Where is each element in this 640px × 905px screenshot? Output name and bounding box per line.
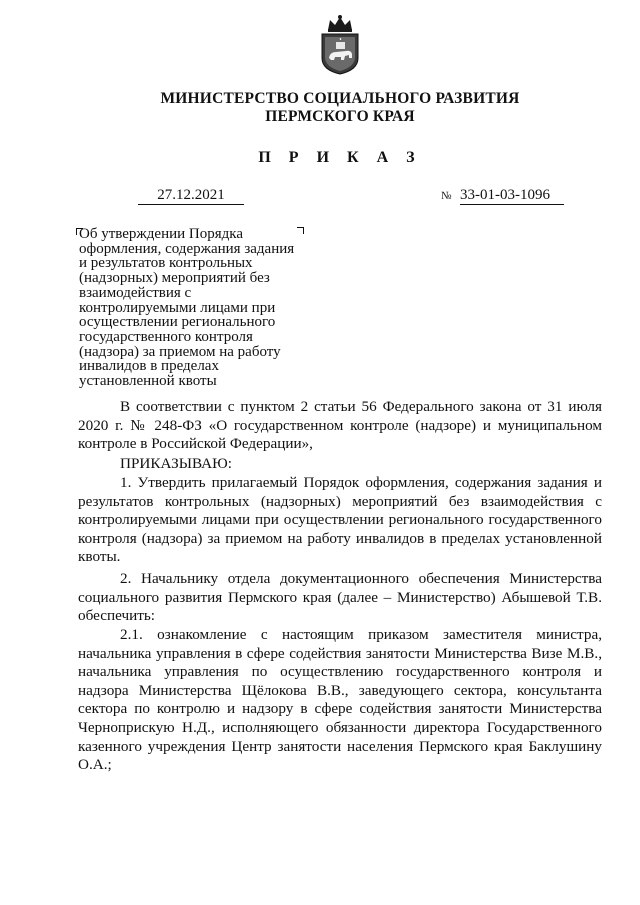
document-subject: Об утверждении Порядка оформления, содержания задания и результатов контрольных (надзорных) мероприятий без взаимодействия с контролируемыми лицами при осуществлении регионального государственного контроля (надзора) за приемом на работу инвалидов в пределах установленной квоты (79, 226, 295, 390)
body-paragraph-order-word: ПРИКАЗЫВАЮ: (120, 455, 232, 472)
body-paragraph-item-1: 1. Утвердить прилагаемый Порядок оформления, содержания задания и результатов контрольных (надзорных) мероприятий без взаимодействия с контролируемыми лицами при осуществлении регионального государственного контроля (надзора) за приемом на работу инвалидов в пределах установленной квоты. (78, 474, 602, 566)
document-number: 33-01-03-1096 (460, 186, 564, 205)
document-date: 27.12.2021 (138, 186, 244, 205)
body-paragraph-item-2-1: 2.1. ознакомление с настоящим приказом заместителя министра, начальника управления в сфере содействия занятости Министерства Визе М.В., начальника управления по осуществлению государственного контроля и надзора Министерства Щёлокова В.В., заведующего сектора, консультанта сектора по контролю и надзору в сфере содействия занятости Министерства Черноприскую Н.Д., исполняющего обязанности директора Государственного казенного учреждения Центр занятости населения Пермского края Баклушину О.А.; (78, 626, 602, 774)
body-paragraph-item-2: 2. Начальнику отдела документационного обеспечения Министерства социального развития Пермского края (далее – Министерство) Абышевой Т.В. обеспечить: (78, 570, 602, 625)
coat-of-arms-icon (318, 14, 362, 76)
ministry-title-line1: МИНИСТЕРСТВО СОЦИАЛЬНОГО РАЗВИТИЯ (160, 90, 520, 107)
ministry-title-line2: ПЕРМСКОГО КРАЯ (265, 108, 415, 125)
number-sign: № (441, 190, 452, 202)
document-type-title: П Р И К А З (258, 149, 422, 166)
body-paragraph-preamble: В соответствии с пунктом 2 статьи 56 Федерального закона от 31 июля 2020 г. № 248-ФЗ «О государственном контроле (надзоре) и муниципальном контроле в Российской Федерации», (78, 398, 602, 453)
